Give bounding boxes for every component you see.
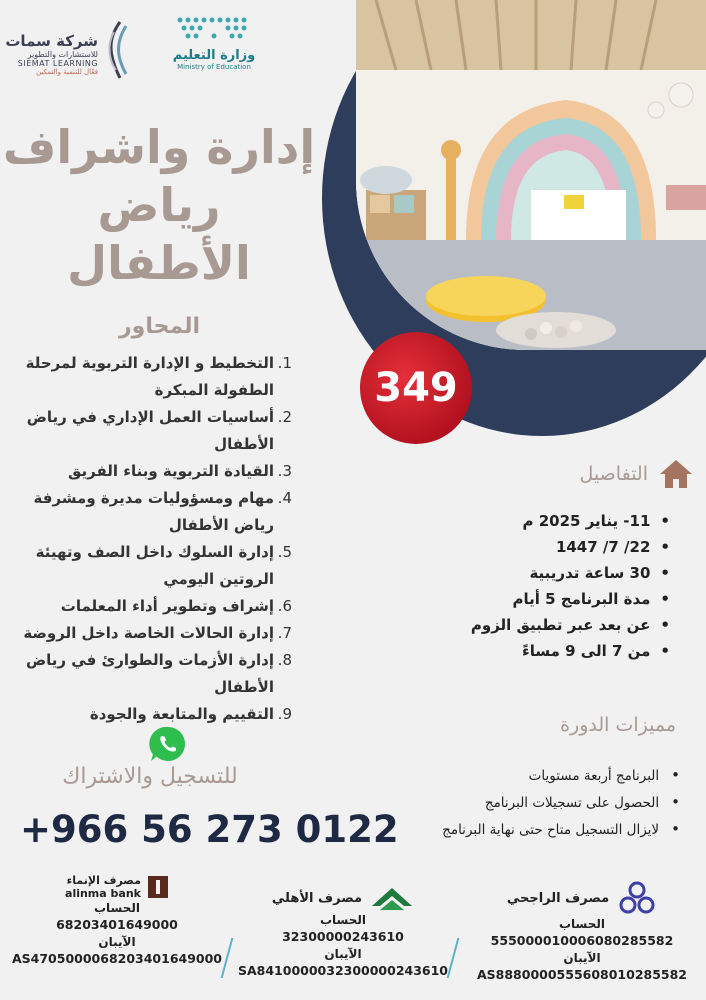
axes-heading: المحاور <box>118 314 200 339</box>
siemat-logo <box>4 18 164 88</box>
inma-name-en: alinma bank <box>65 887 141 900</box>
features-heading: مميزات الدورة <box>560 714 676 736</box>
phone-number[interactable]: +966 56 273 0122 <box>20 808 399 851</box>
list-item: 4. مهام ومسؤوليات مديرة ومشرفة رياض الأطفال <box>33 489 292 534</box>
inma-iban-label: الآيبان <box>98 935 136 949</box>
classroom-photo <box>356 0 706 350</box>
list-item: 5. إدارة السلوك داخل الصف وتهيئة الروتين اليومي <box>35 543 292 588</box>
list-item: 9. التقييم والمتابعة والجودة <box>89 705 292 723</box>
ahli-logo-icon <box>370 884 414 912</box>
features-list <box>350 762 680 843</box>
register-label: للتسجيل والاشتراك <box>62 764 238 789</box>
ministry-of-education-logo <box>168 14 260 84</box>
details-title: التفاصيل <box>579 463 648 485</box>
list-item: 6. إشراف وتطوير أداء المعلمات <box>60 597 292 615</box>
siemat-mark-icon <box>102 18 138 82</box>
siemat-sub: للاستشارات والتطوير <box>27 50 98 59</box>
bank-inma <box>10 874 224 968</box>
list-item: • 30 ساعة تدريبية <box>400 560 670 586</box>
moe-name-ar: وزارة التعليم <box>172 48 256 63</box>
price-badge <box>360 332 472 444</box>
list-item: • مدة البرنامج 5 أيام <box>400 586 670 612</box>
rajhi-name: مصرف الراجحي <box>506 890 610 906</box>
list-item: 1. التخطيط و الإدارة التربوية لمرحلة الطفولة المبكرة <box>25 354 292 399</box>
list-item: 3. القيادة التربوية وبناء الفريق <box>68 462 292 480</box>
list-item: 2. أساسيات العمل الإداري في رياض الأطفال <box>26 408 292 453</box>
title-line-1: إدارة واشراف <box>2 120 316 174</box>
details-heading <box>548 456 694 492</box>
rajhi-iban: AS888000055560801028558​2 <box>476 967 688 982</box>
list-item: 8. إدارة الأزمات والطوارئ في رياض الأطفال <box>25 651 292 696</box>
ahli-name: مصرف الأهلي <box>271 890 363 906</box>
list-item: • البرنامج أربعة مستويات <box>350 762 680 789</box>
list-item: • لايزال التسجيل متاح حتى نهاية البرنامج <box>350 816 680 843</box>
moe-name-en: Ministry of Education <box>177 63 251 71</box>
bank-rajhi <box>462 880 702 984</box>
list-item: • الحصول على تسجيلات البرنامج <box>350 789 680 816</box>
title-line-3: الأطفال <box>67 236 251 290</box>
moe-dots-icon <box>174 14 254 44</box>
inma-name-ar: مصرف الإنماء <box>66 874 141 887</box>
siemat-en: SIEMAT LEARNING <box>17 59 98 68</box>
inma-iban: AS4705000068203401649000 <box>11 951 223 966</box>
rajhi-account-label: الحساب <box>558 917 606 931</box>
ahli-iban-label: الآيبان <box>324 947 362 961</box>
ahli-account-label: الحساب <box>319 913 367 927</box>
inma-logo-icon <box>147 875 169 899</box>
list-item: 7. إدارة الحالات الخاصة داخل الروضة <box>23 624 292 642</box>
siemat-tag: فعّال للتنمية والتمكين <box>36 68 98 76</box>
list-item: • 11- يناير 2025 م <box>400 508 670 534</box>
page-title <box>0 118 318 292</box>
whatsapp-icon[interactable] <box>148 724 188 764</box>
rajhi-account: 555000010006080285582 <box>490 933 674 948</box>
ahli-iban: SA8410000032300000243610 <box>237 963 449 978</box>
ahli-account: 32300000243610 <box>282 929 404 944</box>
title-line-2: رياض <box>97 178 221 232</box>
rajhi-iban-label: الآيبان <box>563 951 601 965</box>
details-list <box>400 508 670 664</box>
list-item: • 22/ 7/ 1447 <box>400 534 670 560</box>
list-item: • من 7 الى 9 مساءً <box>400 638 670 664</box>
axes-list <box>10 350 292 728</box>
bank-ahli <box>230 884 456 980</box>
rajhi-logo-icon <box>617 880 657 916</box>
inma-account: 68203401649000 <box>56 917 178 932</box>
list-item: • عن بعد عبر تطبيق الزوم <box>400 612 670 638</box>
home-icon <box>658 458 694 490</box>
inma-account-label: الحساب <box>93 901 141 915</box>
price-value: 349 <box>374 365 458 411</box>
siemat-name: شركة سمات <box>5 32 98 50</box>
